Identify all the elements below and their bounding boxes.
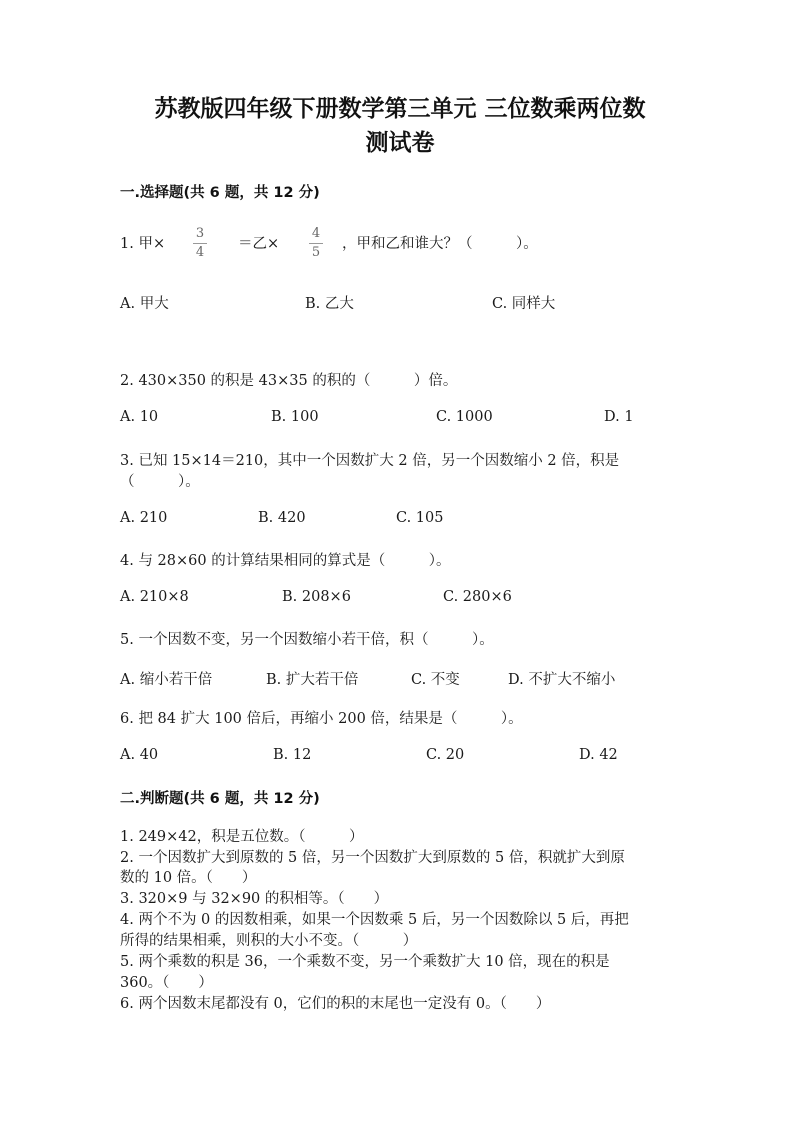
question-1-option-a[interactable]: A. 甲大 <box>120 296 169 312</box>
fraction-2-denominator: 5 <box>311 245 321 260</box>
question-2-text: 2. 430×350 的积是 43×35 的积的（ ）倍。 <box>120 373 458 389</box>
fraction-1-numerator: 3 <box>195 226 205 241</box>
question-6-option-c[interactable]: C. 20 <box>426 747 465 763</box>
question-3-option-a[interactable]: A. 210 <box>120 510 168 526</box>
question-5-text: 5. 一个因数不变，另一个因数缩小若干倍，积（ ）。 <box>120 632 494 648</box>
question-5-option-b[interactable]: B. 扩大若干倍 <box>266 672 359 688</box>
question-6-option-d[interactable]: D. 42 <box>579 747 618 763</box>
question-1-suffix: ，甲和乙和谁大？（ ）。 <box>342 236 538 252</box>
judge-line: 360。（ ） <box>120 975 213 991</box>
question-6-option-a[interactable]: A. 40 <box>120 747 159 763</box>
question-2-option-d[interactable]: D. 1 <box>604 409 634 425</box>
question-6-option-b[interactable]: B. 12 <box>273 747 312 763</box>
question-2-option-b[interactable]: B. 100 <box>271 409 319 425</box>
question-3-option-b[interactable]: B. 420 <box>258 510 306 526</box>
fraction-2-numerator: 4 <box>311 226 321 241</box>
fraction-2-bar <box>309 243 323 244</box>
page-title-line2: 测试卷 <box>365 130 435 156</box>
question-3-text-line1: 3. 已知 15×14＝210，其中一个因数扩大 2 倍，另一个因数缩小 2 倍，积是 <box>120 453 620 469</box>
question-2-option-c[interactable]: C. 1000 <box>436 409 493 425</box>
question-1-option-c[interactable]: C. 同样大 <box>492 296 556 312</box>
section-heading-choice: 一.选择题(共 6 题，共 12 分) <box>120 185 320 201</box>
judge-line: 所得的结果相乘，则积的大小不变。（ ） <box>120 933 418 949</box>
judge-line: 5. 两个乘数的积是 36，一个乘数不变，另一个乘数扩大 10 倍，现在的积是 <box>120 954 610 970</box>
question-4-option-b[interactable]: B. 208×6 <box>282 589 351 605</box>
question-5-option-a[interactable]: A. 缩小若干倍 <box>120 672 213 688</box>
judge-line: 3. 320×9 与 32×90 的积相等。（ ） <box>120 891 389 907</box>
question-3-option-c[interactable]: C. 105 <box>396 510 444 526</box>
fraction-1-bar <box>193 243 207 244</box>
section-heading-judge: 二.判断题(共 6 题，共 12 分) <box>120 791 320 807</box>
page-title-line1: 苏教版四年级下册数学第三单元 三位数乘两位数 <box>154 96 646 122</box>
question-4-option-a[interactable]: A. 210×8 <box>120 589 189 605</box>
judge-line: 2. 一个因数扩大到原数的 5 倍，另一个因数扩大到原数的 5 倍，积就扩大到原 <box>120 850 625 866</box>
question-6-text: 6. 把 84 扩大 100 倍后，再缩小 200 倍，结果是（ ）。 <box>120 711 523 727</box>
question-1-option-b[interactable]: B. 乙大 <box>305 296 354 312</box>
question-4-text: 4. 与 28×60 的计算结果相同的算式是（ ）。 <box>120 553 451 569</box>
question-1-prefix: 1. 甲× <box>120 236 166 252</box>
question-3-text-line2: （ ）。 <box>120 474 200 490</box>
judge-line: 1. 249×42，积是五位数。（ ） <box>120 829 364 845</box>
question-5-option-d[interactable]: D. 不扩大不缩小 <box>508 672 616 688</box>
fraction-1-denominator: 4 <box>195 245 205 260</box>
question-1-middle: ＝乙× <box>238 236 280 252</box>
fraction-2 <box>306 226 326 261</box>
question-4-option-c[interactable]: C. 280×6 <box>443 589 512 605</box>
fraction-1 <box>190 226 210 261</box>
judge-line: 6. 两个因数末尾都没有 0，它们的积的末尾也一定没有 0。（ ） <box>120 996 551 1012</box>
judge-line: 4. 两个不为 0 的因数相乘，如果一个因数乘 5 后，另一个因数除以 5 后，再把 <box>120 912 629 928</box>
question-5-option-c[interactable]: C. 不变 <box>411 672 460 688</box>
question-2-option-a[interactable]: A. 10 <box>120 409 159 425</box>
judge-line: 数的 10 倍。（ ） <box>120 870 257 886</box>
